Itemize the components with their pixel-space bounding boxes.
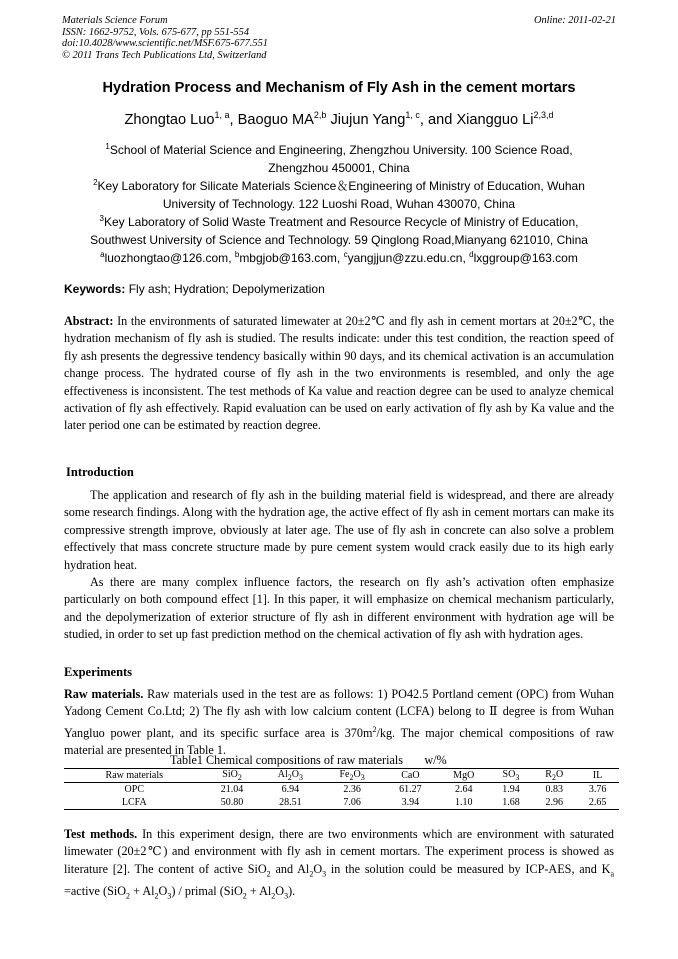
paper-title: Hydration Process and Mechanism of Fly Ash in the cement mortars bbox=[102, 80, 576, 96]
table-header bbox=[205, 769, 260, 783]
subscript: 2 bbox=[309, 869, 314, 879]
copyright: © 2011 Trans Tech Publications Ltd, Switzerland bbox=[62, 49, 267, 61]
intro-paragraph-2: As there are many complex influence factors, the research on fly ash’s activation often emphasize particularly on both compound effect [1]. In this paper, it will emphasize on chemical mechanism particularly, and the depolymerization of exterior structure of fly ash in different environment with hydration age will be studied, in order to set up fast prediction method on the chemical activation of fly ash with hydration ages. bbox=[64, 575, 614, 642]
subscript: 2 bbox=[271, 891, 276, 901]
header-sub: 2 bbox=[349, 773, 354, 782]
header-text: O bbox=[353, 769, 361, 780]
author-name: Zhongtao Luo bbox=[124, 111, 215, 128]
table-cell: 28.51 bbox=[260, 796, 322, 810]
introduction-heading bbox=[66, 464, 614, 481]
keywords bbox=[64, 281, 614, 298]
subscript: 3 bbox=[322, 869, 327, 879]
test-text: ). bbox=[288, 883, 296, 898]
table-cell: 1.68 bbox=[490, 796, 533, 810]
email: mbgjob@163.com bbox=[239, 251, 337, 265]
affiliation-2 bbox=[78, 174, 600, 213]
affiliation-text: Key Laboratory of Solid Waste Treatment and Resource Recycle of Ministry of Education, Southwest University of Science and Technology. 59 Qinglong Road,Mianyang 621010, China bbox=[90, 215, 588, 247]
raw-materials-paragraph bbox=[64, 686, 614, 760]
email-sup: c bbox=[343, 250, 348, 259]
header-text: Al bbox=[277, 769, 288, 780]
table-row bbox=[64, 783, 619, 797]
table-cell: OPC bbox=[124, 784, 144, 795]
keywords-text: Fly ash; Hydration; Depolymerization bbox=[128, 282, 325, 296]
table-header bbox=[438, 769, 490, 783]
abstract-label: Abstract: bbox=[64, 314, 114, 328]
header-sub: 2 bbox=[551, 773, 556, 782]
table-header bbox=[260, 769, 322, 783]
test-methods-label: Test methods. bbox=[64, 827, 138, 841]
email: lxggroup@163.com bbox=[473, 251, 578, 265]
keywords-label: Keywords: bbox=[64, 282, 126, 296]
header-text: MgO bbox=[453, 770, 475, 781]
table-header bbox=[532, 769, 576, 783]
author-name: Baoguo MA bbox=[237, 111, 314, 128]
doi: doi:10.4028/www.scientific.net/MSF.675-677.551 bbox=[62, 38, 268, 50]
subscript: a bbox=[610, 869, 614, 879]
test-text: =active (SiO bbox=[64, 883, 127, 898]
email: luozhongtao@126.com bbox=[104, 251, 229, 265]
author-sup: 1, c bbox=[405, 110, 420, 120]
chemical-composition-table bbox=[64, 768, 619, 810]
table-unit: w/% bbox=[424, 753, 447, 767]
affiliation-3 bbox=[70, 210, 608, 249]
table-header bbox=[576, 769, 619, 783]
test-text: + Al bbox=[130, 883, 155, 898]
table-cell: 3.94 bbox=[383, 796, 438, 810]
superscript: 2 bbox=[372, 724, 377, 734]
test-text: In this experiment design, there are two environments which are environment with saturated limewater (20±2℃) and environment with fly ash in cement mortars. The experiment process is showed as literature [2]. The content of active SiO bbox=[64, 827, 614, 876]
test-text: O bbox=[313, 861, 323, 876]
subscript: 2 bbox=[266, 869, 271, 879]
table-cell: 2.65 bbox=[576, 796, 619, 810]
raw-materials-text-b: /kg. The major chemical compositions of raw material are presented in Table 1. bbox=[64, 725, 614, 758]
author-list: Zhongtao Luo$^{1, a}$, Baoguo MA$^{2,b}$ Jiujun Yang$^{1, c}$, and Xiangguo Li$^{2,3,d}$ bbox=[124, 110, 554, 128]
abstract bbox=[64, 313, 614, 435]
author-sup: 2,b bbox=[313, 110, 327, 120]
header-text: O bbox=[555, 769, 564, 780]
author-sup: 1, a bbox=[214, 110, 230, 120]
header-text: IL bbox=[592, 770, 603, 781]
subscript: 2 bbox=[154, 891, 159, 901]
table-cell: 1.94 bbox=[502, 784, 520, 795]
raw-materials-label: Raw materials. bbox=[64, 687, 144, 701]
header-sub: 2 bbox=[287, 773, 292, 782]
table-cell: 2.36 bbox=[343, 784, 361, 795]
affiliation-text: School of Material Science and Engineering, Zhengzhou University. 100 Science Road, Zhengzhou 450001, China bbox=[109, 143, 573, 175]
intro-paragraph-1: The application and research of fly ash in the building material field is widespread, and there are already some research findings. Along with the hydration age, the active effect of fly ash in cement mortars can make its compressive strength improve, obviously at later age. The use of fly ash in concrete can also solve a problem effectively that mass concrete structure made by pure cement system would crack easily due to its high early hydration heat. bbox=[64, 488, 614, 572]
introduction bbox=[64, 487, 614, 644]
table-row bbox=[64, 796, 619, 810]
test-text: and Al bbox=[270, 861, 310, 876]
test-text: ) / primal (SiO bbox=[171, 883, 243, 898]
affiliation-sup: 1 bbox=[105, 142, 110, 151]
test-text: + Al bbox=[246, 883, 272, 898]
header-sub: 3 bbox=[360, 773, 365, 782]
subscript: 3 bbox=[284, 891, 289, 901]
table-cell: 3.76 bbox=[588, 784, 607, 795]
table-cell: 50.80 bbox=[205, 796, 260, 810]
affiliation-1 bbox=[90, 138, 588, 177]
header-text: SiO bbox=[222, 769, 238, 780]
header-text: O bbox=[291, 769, 299, 780]
table-cell: 2.64 bbox=[454, 784, 473, 795]
affiliation-sup: 3 bbox=[99, 214, 104, 223]
header-sub: 2 bbox=[237, 773, 242, 782]
experiments-heading bbox=[64, 664, 614, 681]
header-text: Fe bbox=[339, 769, 350, 780]
author-name: Jiujun Yang bbox=[330, 111, 406, 128]
table-header bbox=[490, 769, 533, 783]
table-cell: 21.04 bbox=[220, 784, 244, 795]
test-text: in the solution could be measured by ICP-AES, and K bbox=[326, 861, 611, 876]
email-sup: b bbox=[234, 250, 240, 259]
header-text: R bbox=[545, 769, 552, 780]
raw-materials-text-a: Raw materials used in the test are as follows: 1) PO42.5 Portland cement (OPC) from Wuhan Yadong Cement Co.Ltd; 2) The fly ash with low calcium content (LCFA) belong to Ⅱ degree is from Wuhan Yangluo power plant, and its specific surface area is 370m bbox=[64, 687, 614, 740]
subscript: 2 bbox=[242, 891, 247, 901]
header-sub: 3 bbox=[299, 773, 303, 782]
test-methods-paragraph bbox=[64, 826, 614, 905]
table-cell: 1.10 bbox=[438, 796, 490, 810]
author-name: Xiangguo Li bbox=[456, 111, 534, 128]
email-sup: d bbox=[469, 250, 474, 259]
affiliation-text: Key Laboratory for Silicate Materials Science＆Engineering of Ministry of Education, Wuhan University of Technology. 122 Luoshi Road, Wuhan 430070, China bbox=[97, 179, 585, 211]
table-header bbox=[64, 769, 205, 783]
abstract-text: In the environments of saturated limewater at 20±2℃ and fly ash in cement mortars at 20±2℃, the hydration mechanism of fly ash is studied. The results indicate: under this test condition, the reaction speed of fly ash presents the degressive tendency basically within 90 days, and its chemical activation is an accumulation change process. The hydrated course of fly ash in the two environments is resembled, and only the age effectiveness is inconsistent. The test methods of Ka value and reaction degree can be used to analyze chemical activation of fly ash effectively. Rapid evaluation can be used on early activation of fly ash by Ka value and the later period one can be estimated by reaction degree. bbox=[64, 314, 615, 433]
test-text: O bbox=[158, 883, 168, 898]
table-caption-text: Table1 Chemical compositions of raw materials bbox=[170, 753, 404, 767]
table-cell: LCFA bbox=[64, 796, 205, 810]
online-date: Online: 2011-02-21 bbox=[533, 15, 616, 26]
table-cell: 6.94 bbox=[281, 784, 300, 795]
subscript: 3 bbox=[167, 891, 172, 901]
table-cell: 2.96 bbox=[532, 796, 576, 810]
table-header bbox=[383, 769, 438, 783]
email: yangjjun@zzu.edu.cn bbox=[347, 251, 463, 265]
header-text: CaO bbox=[401, 770, 420, 781]
subscript: 2 bbox=[126, 891, 131, 901]
table-header bbox=[321, 769, 383, 783]
page-header bbox=[62, 15, 616, 61]
journal-name: Materials Science Forum bbox=[62, 15, 168, 26]
test-text: O bbox=[275, 883, 285, 898]
email-line: $^a$luozhongtao@126.com, $^b$mbgjob@163.com, $^c$yangjjun@zzu.edu.cn, $^d$lxggroup@163.com bbox=[100, 250, 578, 265]
table-caption bbox=[170, 753, 447, 768]
section-heading: Introduction bbox=[66, 465, 134, 479]
table-header-row bbox=[64, 769, 619, 783]
table-cell: 61.27 bbox=[399, 784, 422, 795]
email-sup: a bbox=[100, 250, 105, 259]
header-text: Raw materials bbox=[105, 770, 164, 781]
author-sup: 2,3,d bbox=[533, 110, 554, 120]
issn: ISSN: 1662-9752, Vols. 675-677, pp 551-554 bbox=[62, 26, 250, 38]
table-cell: 0.83 bbox=[545, 784, 563, 795]
header-text: SO bbox=[502, 769, 516, 780]
affiliation-sup: 2 bbox=[93, 178, 98, 187]
table-cell: 7.06 bbox=[321, 796, 383, 810]
header-sub: 3 bbox=[515, 773, 520, 782]
section-heading: Experiments bbox=[64, 665, 133, 679]
